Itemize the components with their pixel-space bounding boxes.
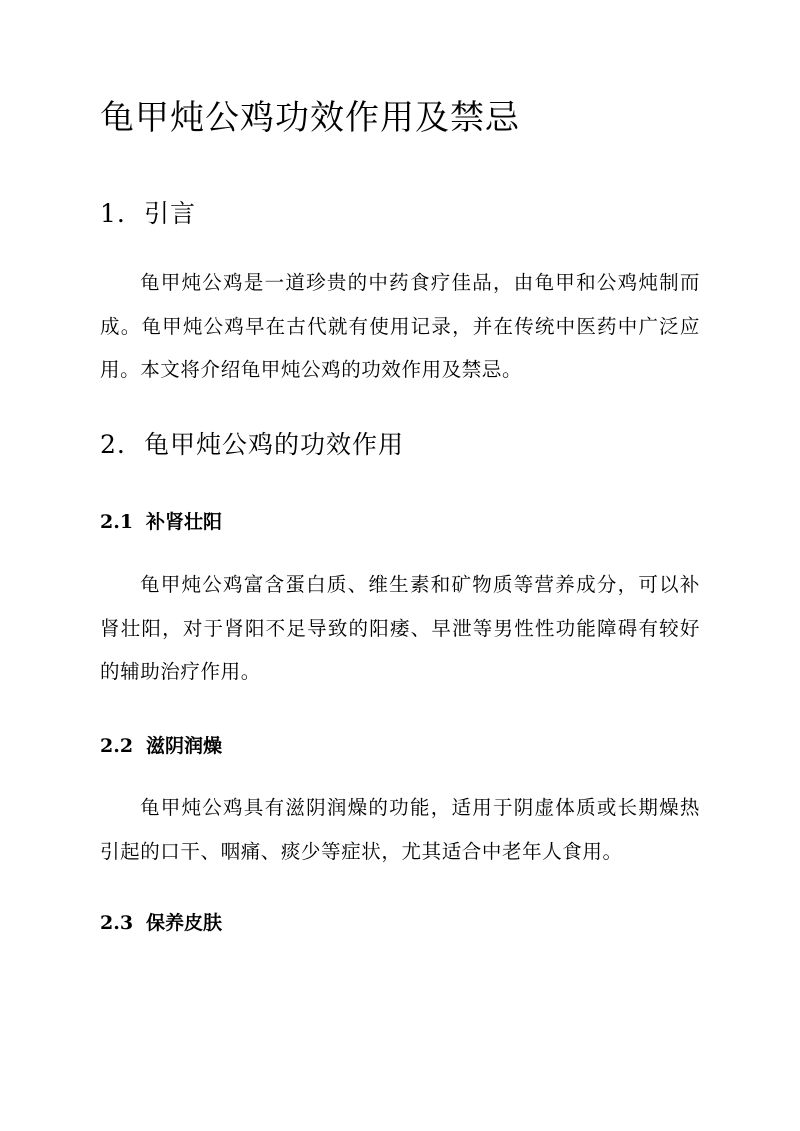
nourish-yin-paragraph: 龟甲炖公鸡具有滋阴润燥的功能，适用于阴虚体质或长期燥热引起的口干、咽痛、痰少等症状，尤其适合中老年人食用。 xyxy=(100,796,700,863)
subsection-number: 2.1 xyxy=(100,511,134,533)
subsection-heading-skin-care xyxy=(100,910,222,936)
kidney-paragraph: 龟甲炖公鸡富含蛋白质、维生素和矿物质等营养成分，可以补肾壮阳，对于肾阳不足导致的阳痿、早泄等男性性功能障碍有较好的辅助治疗作用。 xyxy=(100,573,700,683)
subsection-heading-text: 滋阴润燥 xyxy=(146,735,223,757)
subsection-heading-text: 保养皮肤 xyxy=(146,912,223,934)
section-heading-effects xyxy=(100,428,404,462)
subsection-number: 2.2 xyxy=(100,735,134,757)
subsection-heading-kidney xyxy=(100,509,222,535)
section-heading-text: 龟甲炖公鸡的功效作用 xyxy=(144,430,405,459)
subsection-heading-nourish-yin xyxy=(100,733,222,759)
subsection-heading-text: 补肾壮阳 xyxy=(146,511,223,533)
section-number: 1. xyxy=(100,199,126,228)
subsection-number: 2.3 xyxy=(100,912,134,934)
document-title: 龟甲炖公鸡功效作用及禁忌 xyxy=(100,98,520,138)
section-number: 2. xyxy=(100,430,126,459)
section-heading-text: 引言 xyxy=(144,199,197,228)
section-heading-introduction xyxy=(100,197,196,231)
introduction-paragraph: 龟甲炖公鸡是一道珍贵的中药食疗佳品，由龟甲和公鸡炖制而成。龟甲炖公鸡早在古代就有使用记录，并在传统中医药中广泛应用。本文将介绍龟甲炖公鸡的功效作用及禁忌。 xyxy=(100,271,700,381)
